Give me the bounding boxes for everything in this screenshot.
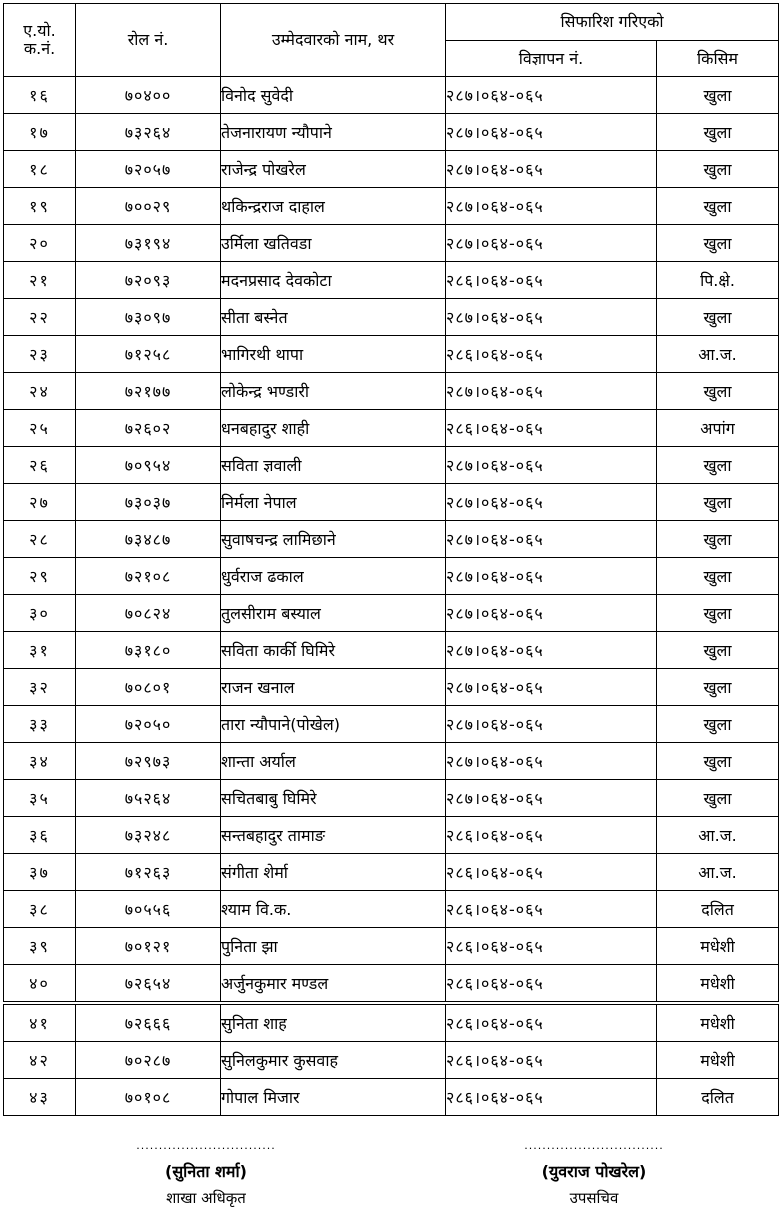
advert-number-cell: २८६।०६४-०६५ <box>446 854 657 891</box>
advert-number-cell: २८७।०६४-०६५ <box>446 151 657 188</box>
signature-line: ............................... <box>136 1139 276 1152</box>
advert-number-cell: २८६।०६४-०६५ <box>446 410 657 447</box>
advert-number-cell: २८६।०६४-०६५ <box>446 928 657 965</box>
category-cell: पि.क्षे. <box>657 262 779 299</box>
table-row <box>4 743 779 780</box>
table-row <box>4 373 779 410</box>
table-row <box>4 114 779 151</box>
candidate-name-cell: सन्तबहादुर तामाङ <box>221 817 446 854</box>
table-row <box>4 706 779 743</box>
advert-number-cell: २८६।०६४-०६५ <box>446 1003 657 1042</box>
advert-number-cell: २८६।०६४-०६५ <box>446 262 657 299</box>
candidate-name-cell: उर्मिला खतिवडा <box>221 225 446 262</box>
roll-number-cell: ७३०९७ <box>76 299 221 336</box>
category-cell: दलित <box>657 1079 779 1116</box>
candidate-name-cell: शान्ता अर्याल <box>221 743 446 780</box>
table-row <box>4 558 779 595</box>
roll-header: रोल नं. <box>76 4 221 77</box>
serial-number-cell: २५ <box>4 410 76 447</box>
advert-number-cell: २८६।०६४-०६५ <box>446 336 657 373</box>
candidate-name-cell: तुलसीराम बस्याल <box>221 595 446 632</box>
category-cell: खुला <box>657 77 779 114</box>
roll-number-cell: ७०९५४ <box>76 447 221 484</box>
table-row <box>4 928 779 965</box>
signatory-position: उपसचिव <box>569 1189 619 1207</box>
category-cell: खुला <box>657 373 779 410</box>
serial-number-cell: २१ <box>4 262 76 299</box>
advert-number-cell: २८६।०६४-०६५ <box>446 817 657 854</box>
serial-header <box>4 4 76 77</box>
table-row <box>4 1042 779 1079</box>
table-row <box>4 188 779 225</box>
signatory-name: (सुनिता शर्मा) <box>165 1162 247 1181</box>
roll-number-cell: ७२१०८ <box>76 558 221 595</box>
advert-number-cell: २८७।०६४-०६५ <box>446 77 657 114</box>
table-row <box>4 484 779 521</box>
advert-number-cell: २८६।०६४-०६५ <box>446 1079 657 1116</box>
candidate-name-cell: पुनिता झा <box>221 928 446 965</box>
roll-number-cell: ७१२६३ <box>76 854 221 891</box>
roll-number-cell: ७३२६४ <box>76 114 221 151</box>
roll-number-cell: ७०५५६ <box>76 891 221 928</box>
table-row <box>4 669 779 706</box>
category-cell: मधेशी <box>657 1042 779 1079</box>
advert-number-cell: २८७।०६४-०६५ <box>446 299 657 336</box>
serial-number-cell: ३० <box>4 595 76 632</box>
serial-number-cell: ३६ <box>4 817 76 854</box>
roll-number-cell: ७५२६४ <box>76 780 221 817</box>
signatory-name: (युवराज पोखरेल) <box>541 1162 647 1181</box>
advert-number-cell: २८७।०६४-०६५ <box>446 780 657 817</box>
category-cell: खुला <box>657 632 779 669</box>
recommended-header: सिफारिश गरिएको <box>446 4 779 41</box>
serial-number-cell: ३९ <box>4 928 76 965</box>
category-cell: खुला <box>657 743 779 780</box>
advert-number-cell: २८६।०६४-०६५ <box>446 1042 657 1079</box>
serial-number-cell: १६ <box>4 77 76 114</box>
roll-number-cell: ७३०३७ <box>76 484 221 521</box>
candidate-name-cell: धनबहादुर शाही <box>221 410 446 447</box>
table-row <box>4 965 779 1004</box>
candidate-name-cell: मदनप्रसाद देवकोटा <box>221 262 446 299</box>
header-row <box>4 4 779 41</box>
serial-number-cell: २२ <box>4 299 76 336</box>
candidate-name-cell: लोकेन्द्र भण्डारी <box>221 373 446 410</box>
serial-number-cell: ३२ <box>4 669 76 706</box>
serial-number-cell: २३ <box>4 336 76 373</box>
category-cell: खुला <box>657 521 779 558</box>
serial-number-cell: ४२ <box>4 1042 76 1079</box>
category-cell: आ.ज. <box>657 817 779 854</box>
table-row <box>4 410 779 447</box>
category-cell: खुला <box>657 447 779 484</box>
roll-number-cell: ७२९७३ <box>76 743 221 780</box>
roll-number-cell: ७२६५४ <box>76 965 221 1004</box>
candidate-name-cell: श्याम वि.क. <box>221 891 446 928</box>
serial-number-cell: २६ <box>4 447 76 484</box>
category-cell: खुला <box>657 151 779 188</box>
serial-number-cell: ४० <box>4 965 76 1004</box>
serial-number-cell: ३३ <box>4 706 76 743</box>
roll-number-cell: ७०२८७ <box>76 1042 221 1079</box>
category-cell: खुला <box>657 669 779 706</box>
table-row <box>4 854 779 891</box>
type-header: किसिम <box>657 41 779 77</box>
roll-number-cell: ७२०५७ <box>76 151 221 188</box>
category-cell: खुला <box>657 114 779 151</box>
serial-number-cell: १९ <box>4 188 76 225</box>
serial-number-cell: ३८ <box>4 891 76 928</box>
table-row <box>4 77 779 114</box>
advert-number-cell: २८६।०६४-०६५ <box>446 891 657 928</box>
candidate-name-cell: भागिरथी थापा <box>221 336 446 373</box>
roll-number-cell: ७२१७७ <box>76 373 221 410</box>
category-cell: मधेशी <box>657 965 779 1004</box>
roll-number-cell: ७३२४८ <box>76 817 221 854</box>
advert-number-cell: २८७।०६४-०६५ <box>446 188 657 225</box>
advert-number-cell: २८७।०६४-०६५ <box>446 225 657 262</box>
category-cell: खुला <box>657 558 779 595</box>
category-cell: खुला <box>657 225 779 262</box>
candidate-name-cell: राजेन्द्र पोखरेल <box>221 151 446 188</box>
roll-number-cell: ७०४०० <box>76 77 221 114</box>
serial-number-cell: २४ <box>4 373 76 410</box>
category-cell: आ.ज. <box>657 854 779 891</box>
table-row <box>4 336 779 373</box>
table-row <box>4 1079 779 1116</box>
candidate-name-cell: सुनिता शाह <box>221 1003 446 1042</box>
category-cell: खुला <box>657 780 779 817</box>
category-cell: अपांग <box>657 410 779 447</box>
candidate-name-cell: सचितबाबु घिमिरे <box>221 780 446 817</box>
serial-number-cell: ३४ <box>4 743 76 780</box>
advert-number-cell: २८७।०६४-०६५ <box>446 558 657 595</box>
serial-number-cell: ३७ <box>4 854 76 891</box>
roll-number-cell: ७२०९३ <box>76 262 221 299</box>
category-cell: खुला <box>657 595 779 632</box>
category-cell: खुला <box>657 706 779 743</box>
candidate-name-cell: गोपाल मिजार <box>221 1079 446 1116</box>
roll-number-cell: ७३१९४ <box>76 225 221 262</box>
candidate-name-cell: अर्जुनकुमार मण्डल <box>221 965 446 1004</box>
table-row <box>4 817 779 854</box>
advert-number-cell: २८७।०६४-०६५ <box>446 114 657 151</box>
advert-number-cell: २८७।०६४-०६५ <box>446 669 657 706</box>
candidate-name-cell: धुर्वराज ढकाल <box>221 558 446 595</box>
serial-number-cell: १८ <box>4 151 76 188</box>
category-cell: खुला <box>657 188 779 225</box>
candidate-name-cell: संगीता शेर्मा <box>221 854 446 891</box>
signature-right <box>474 1140 714 1208</box>
roll-number-cell: ७०८०१ <box>76 669 221 706</box>
serial-number-cell: २८ <box>4 521 76 558</box>
candidate-name-cell: सुनिलकुमार कुसवाह <box>221 1042 446 1079</box>
advert-number-cell: २८७।०६४-०६५ <box>446 595 657 632</box>
advert-number-cell: २८७।०६४-०६५ <box>446 706 657 743</box>
roll-number-cell: ७२६६६ <box>76 1003 221 1042</box>
advert-number-cell: २८७।०६४-०६५ <box>446 743 657 780</box>
candidate-name-cell: सीता बस्नेत <box>221 299 446 336</box>
table-row <box>4 780 779 817</box>
advert-number-cell: २८७।०६४-०६५ <box>446 632 657 669</box>
table-row <box>4 151 779 188</box>
signature-left <box>86 1140 326 1208</box>
candidate-name-cell: सविता ज्ञवाली <box>221 447 446 484</box>
roll-number-cell: ७०१०८ <box>76 1079 221 1116</box>
serial-header-line2: क.नं. <box>23 39 56 58</box>
advert-number-cell: २८६।०६४-०६५ <box>446 965 657 1004</box>
table-row <box>4 632 779 669</box>
category-cell: खुला <box>657 484 779 521</box>
table-row <box>4 1003 779 1042</box>
roll-number-cell: ७००२९ <box>76 188 221 225</box>
serial-number-cell: ३५ <box>4 780 76 817</box>
advert-number-cell: २८७।०६४-०६५ <box>446 484 657 521</box>
advert-number-cell: २८७।०६४-०६५ <box>446 373 657 410</box>
category-cell: आ.ज. <box>657 336 779 373</box>
candidate-name-cell: सविता कार्की घिमिरे <box>221 632 446 669</box>
table-row <box>4 891 779 928</box>
candidate-name-cell: थकिन्द्रराज दाहाल <box>221 188 446 225</box>
category-cell: मधेशी <box>657 1003 779 1042</box>
signatory-position: शाखा अधिकृत <box>166 1189 246 1207</box>
serial-number-cell: २९ <box>4 558 76 595</box>
roll-number-cell: ७२०५० <box>76 706 221 743</box>
serial-number-cell: १७ <box>4 114 76 151</box>
candidate-name-cell: विनोद सुवेदी <box>221 77 446 114</box>
candidate-name-cell: तेजनारायण न्यौपाने <box>221 114 446 151</box>
table-body <box>4 77 779 1116</box>
table-row <box>4 447 779 484</box>
candidate-name-cell: राजन खनाल <box>221 669 446 706</box>
serial-number-cell: ४१ <box>4 1003 76 1042</box>
roll-number-cell: ७०८२४ <box>76 595 221 632</box>
serial-number-cell: ३१ <box>4 632 76 669</box>
roll-number-cell: ७२६०२ <box>76 410 221 447</box>
table-row <box>4 595 779 632</box>
name-header: उम्मेदवारको नाम, थर <box>221 4 446 77</box>
table-row <box>4 262 779 299</box>
advert-number-cell: २८७।०६४-०६५ <box>446 447 657 484</box>
roll-number-cell: ७१२५८ <box>76 336 221 373</box>
candidate-name-cell: निर्मला नेपाल <box>221 484 446 521</box>
advert-number-cell: २८७।०६४-०६५ <box>446 521 657 558</box>
category-cell: दलित <box>657 891 779 928</box>
roll-number-cell: ७०१२१ <box>76 928 221 965</box>
serial-number-cell: ४३ <box>4 1079 76 1116</box>
table-row <box>4 225 779 262</box>
candidate-name-cell: तारा न्यौपाने(पोखेल) <box>221 706 446 743</box>
serial-number-cell: २७ <box>4 484 76 521</box>
serial-header-line1: ए.यो. <box>23 21 56 40</box>
signature-line: ............................... <box>524 1139 664 1152</box>
category-cell: मधेशी <box>657 928 779 965</box>
table-row <box>4 521 779 558</box>
serial-number-cell: २० <box>4 225 76 262</box>
roll-number-cell: ७३१८० <box>76 632 221 669</box>
roll-number-cell: ७३४८७ <box>76 521 221 558</box>
candidate-table <box>3 3 779 1116</box>
table-row <box>4 299 779 336</box>
category-cell: खुला <box>657 299 779 336</box>
advert-header: विज्ञापन नं. <box>446 41 657 77</box>
candidate-name-cell: सुवाषचन्द्र लामिछाने <box>221 521 446 558</box>
